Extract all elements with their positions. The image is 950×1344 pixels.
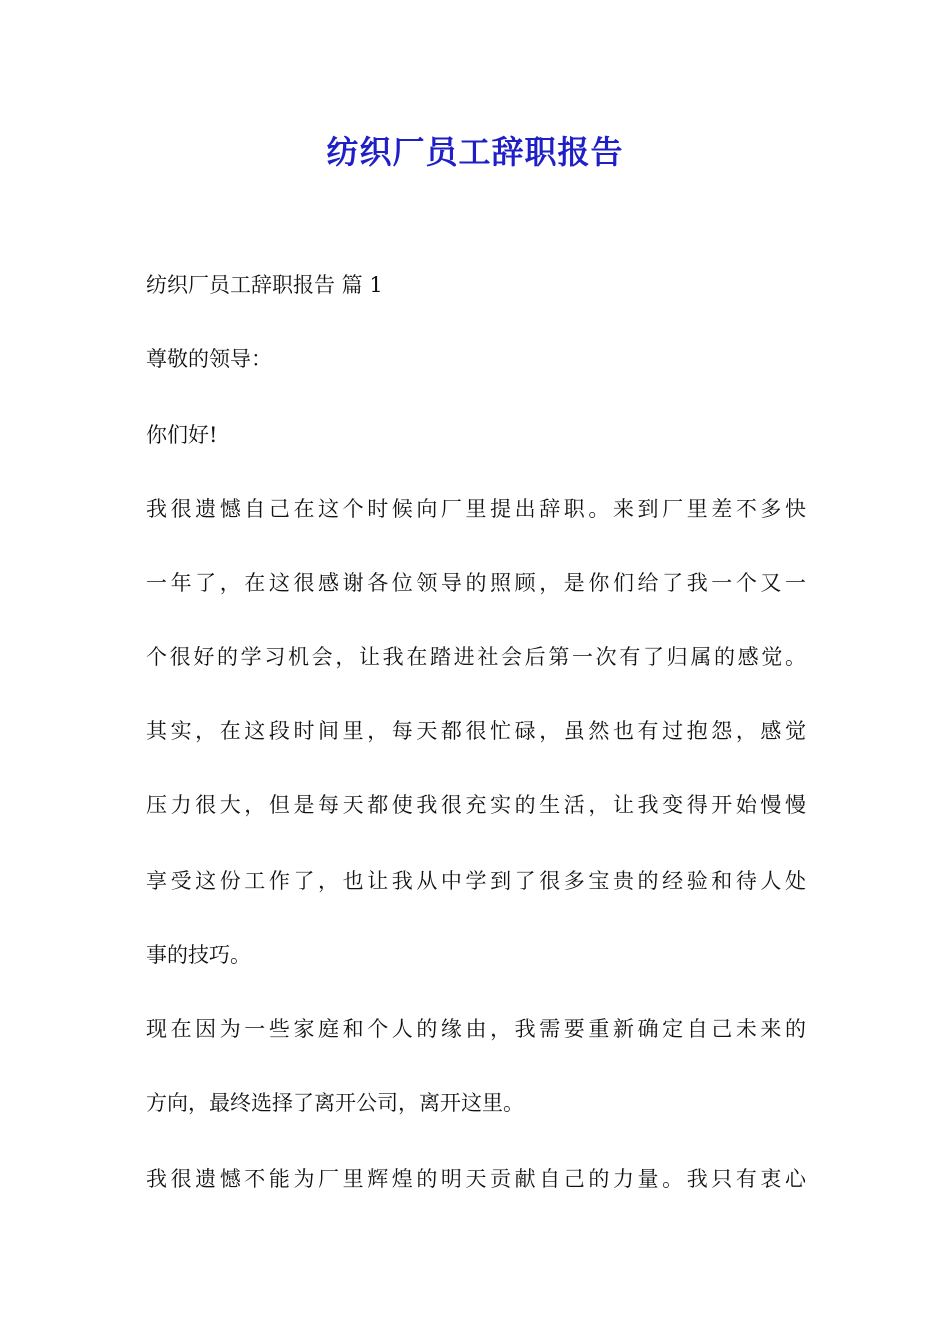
body-line: 方向，最终选择了离开公司，离开这里。	[146, 1091, 524, 1115]
body-line: 其实，在这段时间里，每天都很忙碌，虽然也有过抱怨，感觉	[146, 719, 806, 743]
document-title: 纺织厂员工辞职报告	[326, 133, 624, 171]
body-line: 事的技巧。	[146, 943, 251, 967]
body-line: 我很遗憾不能为厂里辉煌的明天贡献自己的力量。我只有衷心	[146, 1167, 806, 1191]
body-line: 压力很大，但是每天都使我很充实的生活，让我变得开始慢慢	[146, 793, 806, 817]
salutation: 尊敬的领导：	[146, 347, 272, 371]
greeting: 你们好!	[146, 423, 218, 447]
body-line: 现在因为一些家庭和个人的缘由，我需要重新确定自己未来的	[146, 1017, 806, 1041]
body-line: 我很遗憾自己在这个时候向厂里提出辞职。来到厂里差不多快	[146, 497, 806, 521]
body-line: 享受这份工作了，也让我从中学到了很多宝贵的经验和待人处	[146, 869, 806, 893]
section-heading: 纺织厂员工辞职报告 篇 1	[146, 273, 383, 297]
body-line: 个很好的学习机会，让我在踏进社会后第一次有了归属的感觉。	[146, 645, 806, 669]
body-line: 一年了，在这很感谢各位领导的照顾，是你们给了我一个又一	[146, 571, 806, 595]
